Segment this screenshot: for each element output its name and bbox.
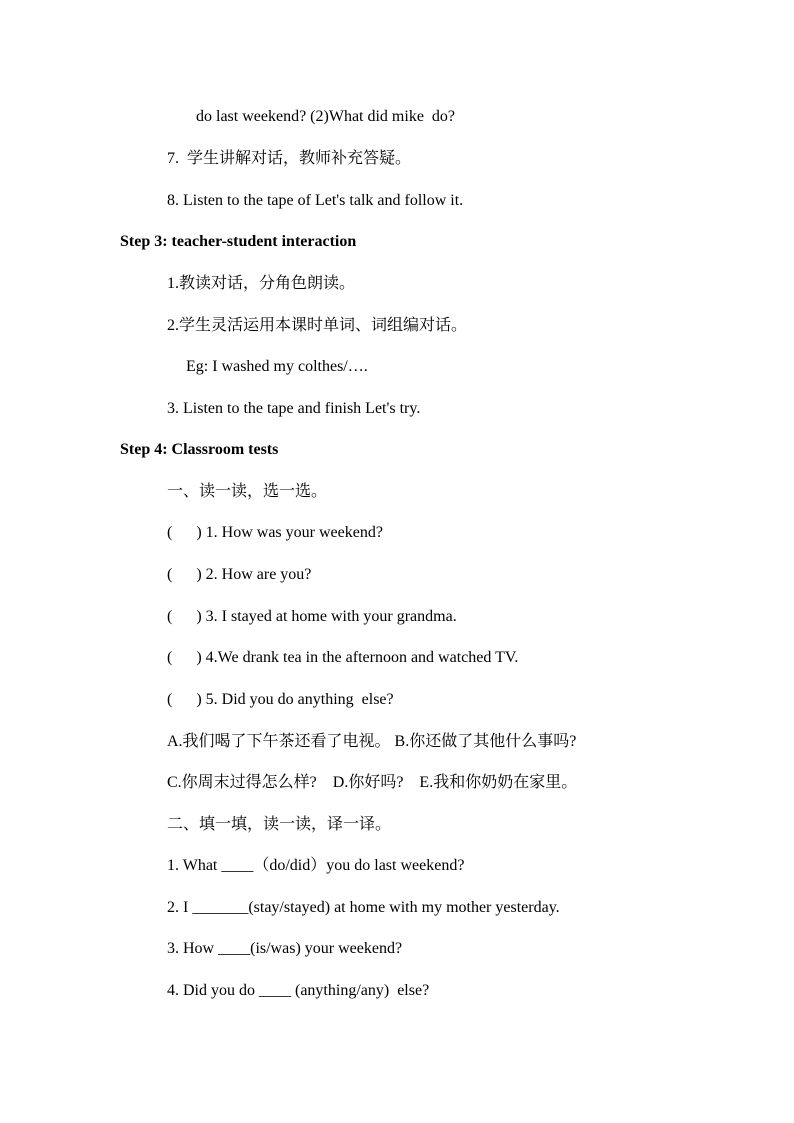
section-2-title: 二、填一填，读一读，译一译。 xyxy=(167,816,392,833)
step-3-item-1: 1.教读对话，分角色朗读。 xyxy=(167,275,356,292)
step-4-heading: Step 4: Classroom tests xyxy=(120,441,279,458)
question-4: ( ) 4.We drank tea in the afternoon and watched TV. xyxy=(167,649,519,666)
question-3: ( ) 3. I stayed at home with your grandma. xyxy=(167,608,457,625)
section-1-title: 一、读一读，选一选。 xyxy=(167,483,328,500)
step-3-item-3: 3. Listen to the tape and finish Let's try. xyxy=(167,400,421,417)
answer-options-a-b: A.我们喝了下午茶还看了电视。 B.你还做了其他什么事吗? xyxy=(167,733,577,750)
fill-in-1: 1. What ____（do/did）you do last weekend? xyxy=(167,857,465,874)
question-1: ( ) 1. How was your weekend? xyxy=(167,524,383,541)
question-5: ( ) 5. Did you do anything else? xyxy=(167,691,394,708)
fill-in-2: 2. I _______(stay/stayed) at home with my mother yesterday. xyxy=(167,899,560,916)
fill-in-4: 4. Did you do ____ (anything/any) else? xyxy=(167,982,430,999)
step-item-7: 7. 学生讲解对话，教师补充答疑。 xyxy=(167,150,412,167)
fill-in-3: 3. How ____(is/was) your weekend? xyxy=(167,940,403,957)
answer-options-c-e: C.你周末过得怎么样? D.你好吗? E.我和你奶奶在家里。 xyxy=(167,774,578,791)
step-item-8: 8. Listen to the tape of Let's talk and follow it. xyxy=(167,192,464,209)
step-3-item-2: 2.学生灵活运用本课时单词、词组编对话。 xyxy=(167,317,468,334)
example-line: Eg: I washed my colthes/…. xyxy=(186,358,368,375)
question-2: ( ) 2. How are you? xyxy=(167,566,312,583)
step-3-heading: Step 3: teacher-student interaction xyxy=(120,233,357,250)
dialogue-question-line: do last weekend? (2)What did mike do? xyxy=(196,108,456,125)
